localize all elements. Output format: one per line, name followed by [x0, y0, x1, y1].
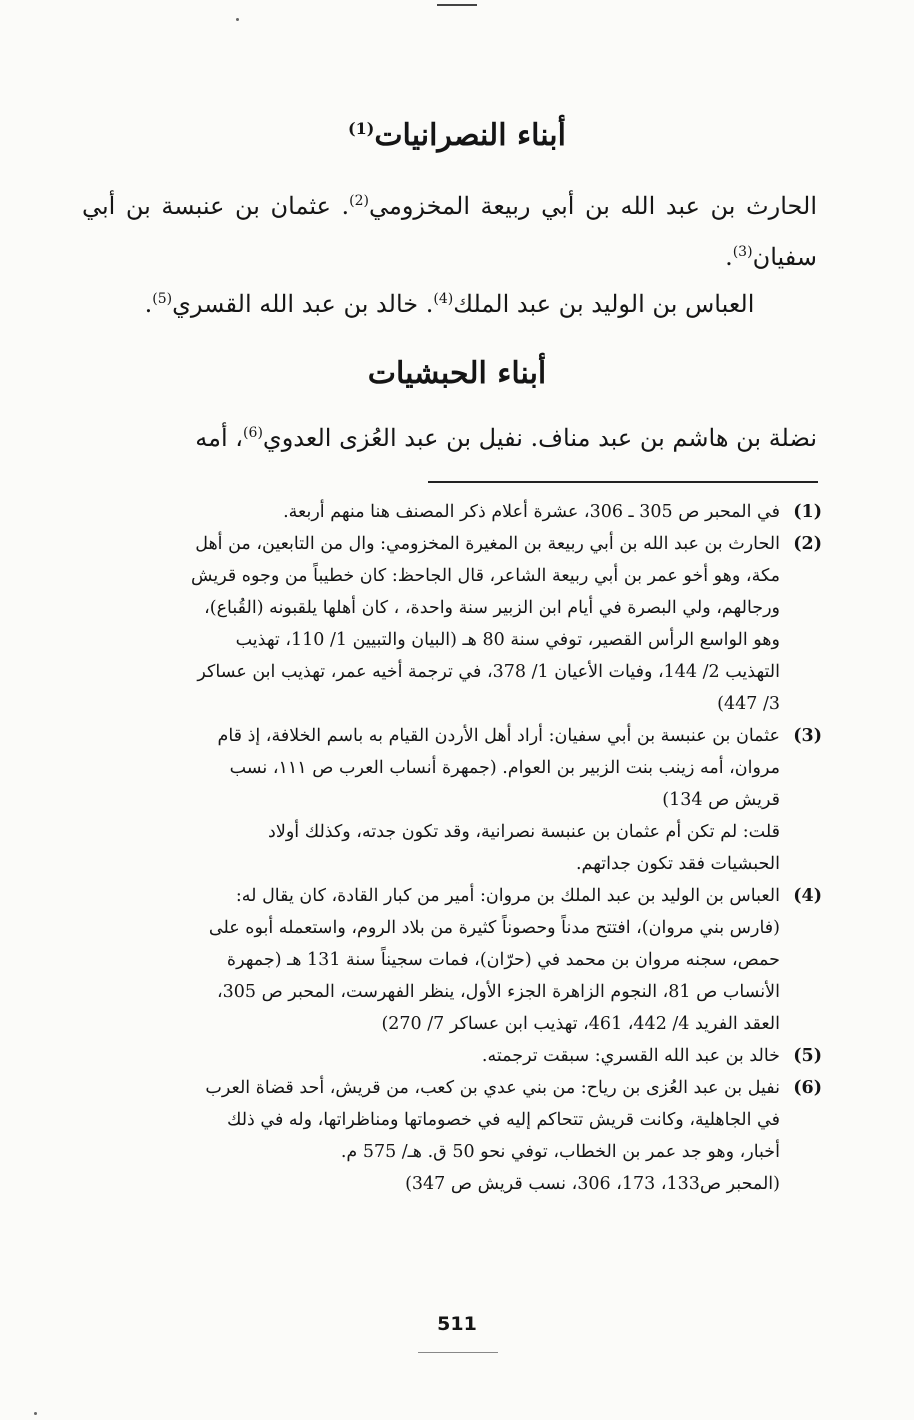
- footnote-line: قريش ص 134): [662, 790, 780, 810]
- paragraph-text: نضلة بن هاشم بن عبد مناف. نفيل بن عبد العُزى العدوي: [262, 424, 817, 452]
- footnote-body: [80, 496, 780, 528]
- footnote-line: عثمان بن عنبسة بن أبي سفيان: أراد أهل الأردن القيام به باسم الخلافة، إذ قام: [217, 726, 780, 746]
- paragraph-text: الحارث بن عبد الله بن أبي ربيعة المخزومي: [368, 192, 818, 220]
- footnote-line: مروان، أمه زينب بنت الزبير بن العوام. (جمهرة أنساب العرب ص ١١١، نسب: [229, 758, 780, 778]
- footnote-body: [80, 528, 780, 720]
- footnote-1: [80, 496, 822, 528]
- footnote-line: العقد الفريد 4/ 442، 461، تهذيب ابن عساكر 7/ 270): [381, 1014, 780, 1034]
- footnotes-block: [80, 496, 822, 1200]
- section-heading-habashiyat: [0, 356, 914, 391]
- footnote-number: (4): [793, 886, 822, 906]
- footnote-line: نفيل بن عبد العُزى بن رياح: من بني عدي بن كعب، من قريش، أحد قضاة العرب: [205, 1078, 780, 1098]
- heading-text: أبناء الحبشيات: [367, 356, 547, 391]
- footnote-body: [80, 1072, 780, 1200]
- paragraph-text: . خالد بن عبد الله القسري: [172, 290, 434, 318]
- footnote-2: [80, 528, 822, 720]
- footnote-line: أخبار، وهو جد عمر بن الخطاب، توفي نحو 50 ق. هـ/ 575 م.: [340, 1142, 780, 1162]
- body-paragraph: [82, 410, 817, 461]
- note-line: قلت: لم تكن أم عثمان بن عنبسة نصرانية، وقد تكون جدته، وكذلك أولاد: [268, 822, 780, 842]
- paragraph-text: .: [725, 243, 733, 271]
- footnote-number: (3): [793, 726, 822, 746]
- footnote-line: ورجالهم، ولي البصرة في أيام ابن الزبير سنة واحدة، ، كان أهلها يلقبونه (القُباع)،: [204, 598, 780, 618]
- bottom-scan-mark: [418, 1352, 498, 1353]
- footnote-4: [80, 880, 822, 1040]
- footnote-line: الحارث بن عبد الله بن أبي ربيعة بن المغيرة المخزومي: وال من التابعين، من أهل: [195, 534, 780, 554]
- body-paragraph: [82, 178, 817, 280]
- body-paragraph: [82, 276, 817, 327]
- scan-speck: [34, 1412, 37, 1415]
- footnote-ref: (5): [152, 291, 173, 307]
- footnote-line: في المحبر ص 305 ـ 306، عشرة أعلام ذكر المصنف هنا منهم أربعة.: [283, 502, 780, 522]
- footnote-number: (5): [793, 1046, 822, 1066]
- footnote-line: 3/ 447): [717, 694, 780, 714]
- footnote-5: [80, 1040, 822, 1072]
- footnote-ref: (4): [433, 291, 454, 307]
- footnote-6: [80, 1072, 822, 1200]
- footnote-body: [80, 720, 780, 816]
- paragraph-text: .: [144, 290, 153, 318]
- footnote-3: [80, 720, 822, 816]
- paragraph-text: العباس بن الوليد بن عبد الملك: [453, 290, 755, 318]
- footnote-line: خالد بن عبد الله القسري: سبقت ترجمته.: [481, 1046, 780, 1066]
- footnote-line: وهو الواسع الرأس القصير، توفي سنة 80 هـ (البيان والتبيين 1/ 110، تهذيب: [235, 630, 780, 650]
- note-line: الحبشيات فقد تكون جداتهم.: [575, 854, 780, 874]
- footnote-number: (6): [793, 1078, 822, 1098]
- footnote-ref: (1): [348, 119, 375, 138]
- footnote-line: التهذيب 2/ 144، وفيات الأعيان 1/ 378، في ترجمة أخيه عمر، تهذيب ابن عساكر: [197, 662, 780, 682]
- top-scan-mark: [437, 4, 477, 6]
- footnote-line: حمص، سجنه مروان بن محمد في (حرّان)، فمات سجيناً سنة 131 هـ (جمهرة: [226, 950, 780, 970]
- footnote-number: (1): [793, 502, 822, 522]
- footnote-ref: (3): [732, 244, 753, 260]
- section-heading-nasraniyat: [0, 118, 914, 153]
- footnote-line: في الجاهلية، وكانت قريش تتحاكم إليه في خصوماتها ومناظراتها، وله في ذلك: [226, 1110, 780, 1130]
- paragraph-text: . عثمان بن عنبسة بن أبي سفيان: [82, 192, 817, 271]
- footnote-body: [80, 1040, 780, 1072]
- page-number: 511: [437, 1313, 477, 1335]
- scan-speck: [236, 18, 239, 21]
- footnote-ref: (2): [349, 193, 369, 209]
- footnote-line: (فارس بني مروان)، افتتح مدناً وحصوناً كثيرة من بلاد الروم، واستعمله أبوه على: [208, 918, 780, 938]
- editor-note: [80, 816, 822, 880]
- footnote-line: (المحبر ص133، 173، 306، نسب قريش ص 347): [405, 1174, 780, 1194]
- heading-text: أبناء النصرانيات: [374, 118, 566, 153]
- footnote-separator: [428, 481, 818, 483]
- footnote-body: [80, 880, 780, 1040]
- paragraph-text: ، أمه: [195, 424, 244, 452]
- footnote-ref: (6): [243, 425, 263, 441]
- footnote-line: العباس بن الوليد بن عبد الملك بن مروان: أمير من كبار القادة، كان يقال له:: [235, 886, 780, 906]
- footnote-line: مكة، وهو أخو عمر بن أبي ربيعة الشاعر، قال الجاحظ: كان خطيباً من وجوه قريش: [191, 566, 780, 586]
- footnote-number: (2): [793, 534, 822, 554]
- footnote-line: الأنساب ص 81، النجوم الزاهرة الجزء الأول، ينظر الفهرست، المحبر ص 305،: [216, 982, 780, 1002]
